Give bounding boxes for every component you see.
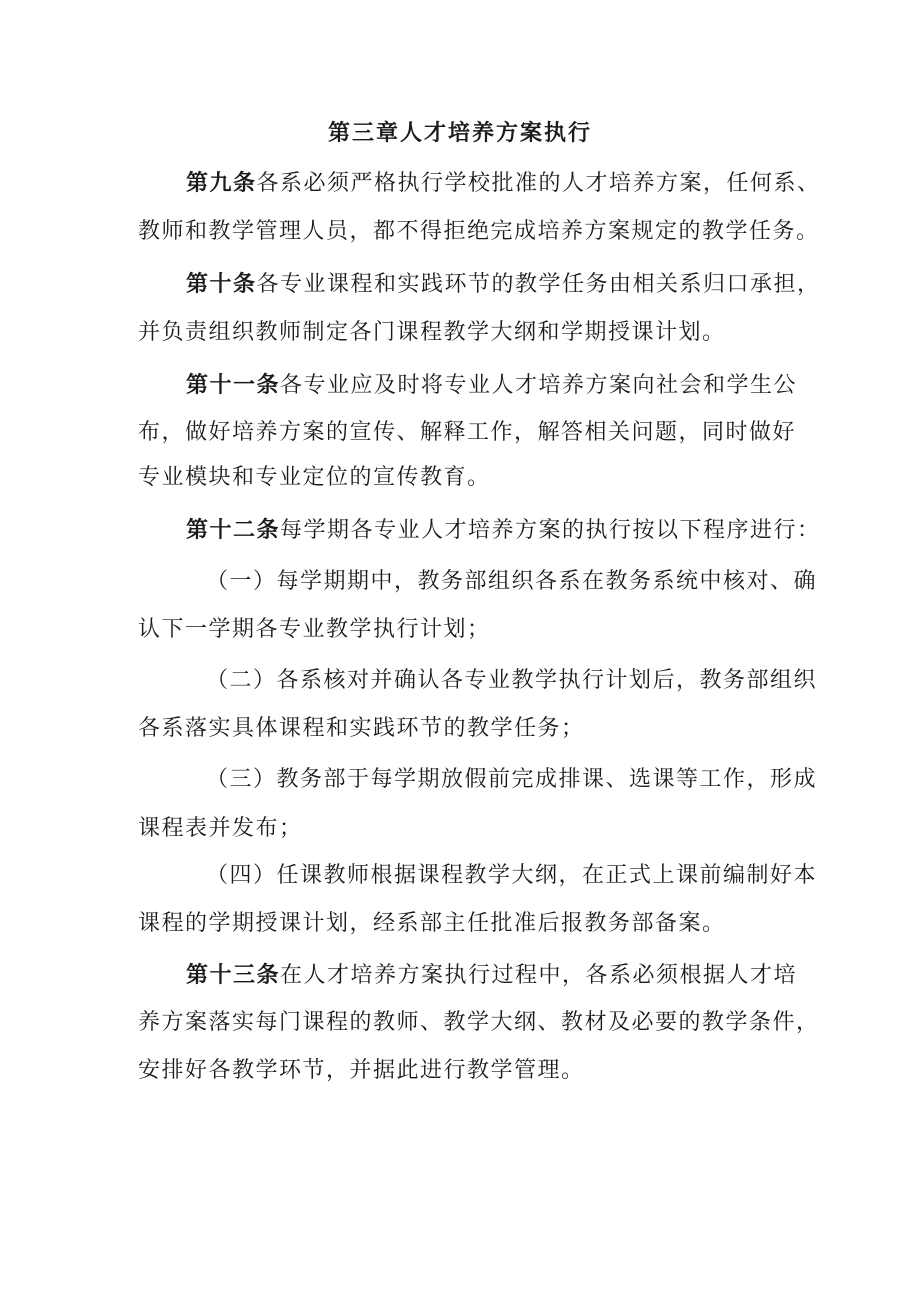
article-11-text-1: 各专业应及时将专业人才培养方案向社会和学生公 <box>280 373 798 398</box>
article-11-line-1 <box>186 367 797 404</box>
procedure-item-4-line-1: （四）任课教师根据课程教学大纲，在正式上课前编制好本 <box>206 863 818 888</box>
article-9-line-2: 教师和教学管理人员，都不得拒绝完成培养方案规定的教学任务。 <box>138 219 820 244</box>
article-13-line-3: 安排好各教学环节，并据此进行教学管理。 <box>138 1058 585 1083</box>
article-10-text-1: 各专业课程和实践环节的教学任务由相关系归口承担， <box>256 272 821 297</box>
article-12-text-1: 每学期各专业人才培养方案的执行按以下程序进行： <box>280 518 821 543</box>
procedure-item-4-line-2: 课程的学期授课计划，经系部主任批准后报教务部备案。 <box>138 911 726 936</box>
procedure-item-3-line-2: 课程表并发布； <box>138 816 303 841</box>
article-9-label: 第九条 <box>186 170 257 196</box>
chapter-title: 第三章人才培养方案执行 <box>327 120 592 146</box>
procedure-item-1-line-1: （一）每学期期中，教务部组织各系在教务系统中核对、确 <box>206 569 818 594</box>
article-11-line-2: 布，做好培养方案的宣传、解释工作，解答相关问题，同时做好 <box>138 420 797 445</box>
procedure-item-2-line-1: （二）各系核对并确认各专业教学执行计划后，教务部组织 <box>206 668 818 693</box>
article-12-line-1 <box>186 512 821 549</box>
article-13-line-2: 养方案落实每门课程的教师、教学大纲、教材及必要的教学条件， <box>138 1010 820 1035</box>
article-10-label: 第十条 <box>186 271 257 297</box>
article-13-text-1: 在人才培养方案执行过程中，各系必须根据人才培 <box>280 963 798 988</box>
procedure-item-2-line-2: 各系落实具体课程和实践环节的教学任务； <box>138 716 585 741</box>
procedure-item-3-line-1: （三）教务部于每学期放假前完成排课、选课等工作，形成 <box>206 767 818 792</box>
article-11-label: 第十一条 <box>186 372 281 398</box>
article-10-line-2: 并负责组织教师制定各门课程教学大纲和学期授课计划。 <box>138 320 726 345</box>
article-11-line-3: 专业模块和专业定位的宣传教育。 <box>138 465 491 490</box>
procedure-item-1-line-2: 认下一学期各专业教学执行计划； <box>138 617 491 642</box>
article-10-line-1 <box>186 266 821 303</box>
article-13-label: 第十三条 <box>186 962 281 988</box>
article-9-text-1: 各系必须严格执行学校批准的人才培养方案，任何系、 <box>256 171 821 196</box>
article-9-line-1 <box>186 165 821 202</box>
article-13-line-1 <box>186 957 797 994</box>
article-12-label: 第十二条 <box>186 517 281 543</box>
